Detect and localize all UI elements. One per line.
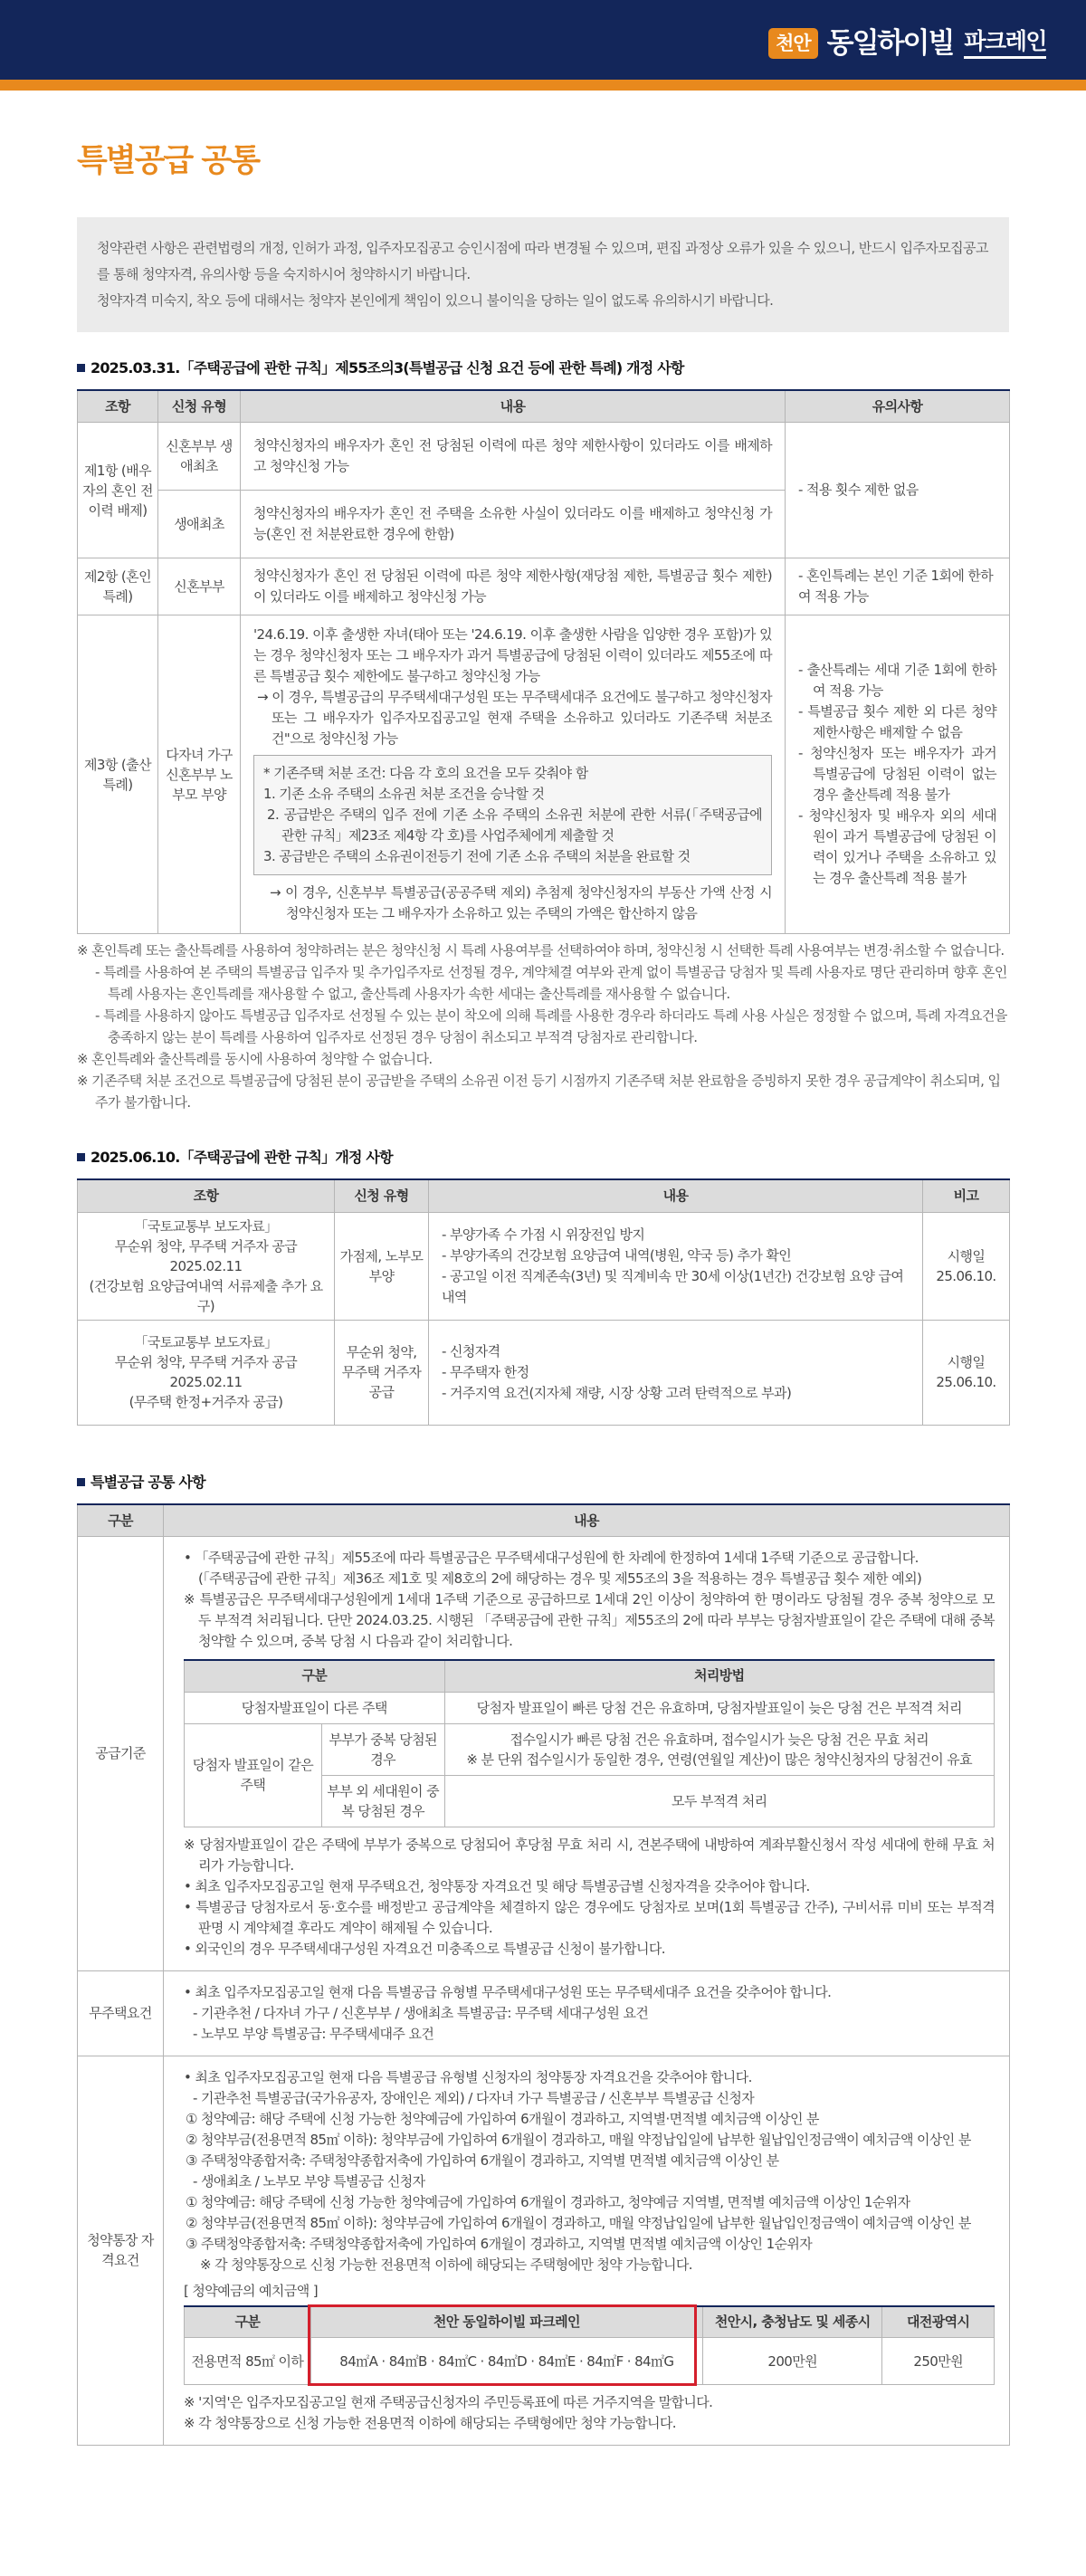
table-row xyxy=(78,423,1010,491)
table-cell: 청약신청자의 배우자가 혼인 전 당첨된 이력에 따른 청약 제한사항이 있더라도 이를 배제하고 청약신청 가능 xyxy=(241,423,786,491)
table-header: 신청 유형 xyxy=(158,390,241,423)
table-header: 처리방법 xyxy=(444,1660,994,1692)
criteria-item: 1. 기존 소유 주택의 소유권 처분 조건을 승낙할 것 xyxy=(263,786,545,803)
table-cell: 제2항 (혼인특례) xyxy=(78,558,158,615)
notice-line: 청약자격 미숙지, 착오 등에 대해서는 청약자 본인에게 책임이 있으니 불이익을 당하는 일이 없도록 유의하시기 바랍니다. xyxy=(97,292,774,309)
table-header: 구분 xyxy=(185,1660,445,1692)
table-cell: 시행일 25.06.10. xyxy=(923,1320,1010,1425)
table-cell: - 혼인특례는 본인 기준 1회에 한하여 적용 가능 xyxy=(786,558,1010,615)
table-header: 유의사항 xyxy=(786,390,1010,423)
deposit-table xyxy=(184,2305,995,2386)
table-header: 천안시, 충청남도 및 세종시 xyxy=(703,2306,882,2338)
caution-item: - 특별공급 횟수 제한 외 다른 청약 제한사항은 배제할 수 없음 xyxy=(798,703,996,741)
table-cell: 250만원 xyxy=(882,2338,995,2385)
caution-item: - 출산특례는 세대 기준 1회에 한하여 적용 가능 xyxy=(798,662,996,700)
criteria-title: * 기존주택 처분 조건: 다음 각 호의 요건을 모두 갖춰야 함 xyxy=(263,765,588,782)
table-cell: 당첨자 발표일이 같은 주택 xyxy=(185,1723,322,1827)
table-row xyxy=(78,1537,1010,1971)
table-cell: 제1항 (배우자의 혼인 전 이력 배제) xyxy=(78,423,158,558)
table-header: 구분 xyxy=(78,1504,164,1537)
square-bullet-icon xyxy=(77,1478,85,1486)
table-header: 조항 xyxy=(78,1179,335,1212)
table-cell: 제3항 (출산특례) xyxy=(78,615,158,934)
amendment-table-1 xyxy=(77,389,1010,935)
table-row xyxy=(185,1723,995,1775)
table-cell: 청약신청자의 배우자가 혼인 전 주택을 소유한 사실이 있더라도 이를 배제하고 청약신청 가능(혼인 전 처분완료한 경우에 한함) xyxy=(241,491,786,558)
note-line: ※ 혼인특례 또는 출산특례를 사용하여 청약하려는 분은 청약신청 시 특례 사용여부를 선택하여야 하며, 청약신청 시 선택한 특례 사용여부는 변경·취소할 수 없습니다. xyxy=(77,942,1005,959)
table-cell: 「국토교통부 보도자료」 무순위 청약, 무주택 거주자 공급 2025.02.11 (무주택 한정+거주자 공급) xyxy=(78,1320,335,1425)
table-cell: 접수일시가 빠른 당첨 건은 유효하며, 접수일시가 늦은 당첨 건은 무효 처리 ※ 분 단위 접수일시가 동일한 경우, 연령(연월일 계산)이 많은 청약신청자의 당첨건이 유효 xyxy=(444,1723,994,1775)
logo-sub-name: 파크레인 xyxy=(964,28,1046,59)
table-header: 천안 동일하이빌 파크레인 xyxy=(310,2306,702,2338)
table-cell: • 「주택공급에 관한 규칙」제55조에 따라 특별공급은 무주택세대구성원에 한 차례에 한정하여 1세대 1주택 기준으로 공급합니다. (「주택공급에 관한 규칙」제36조 제1호 및 제8호의 2에 해당하는 경우 및 제55조의 3을 적용하는 경우 특별공급 횟수 제한 예외) ※ 특별공급은 무주택세대구성원에게 1세대 1주택 기준으로 공급하므로 1세대 2인 이상이 청약하여 한 명이라도 당첨될 경우 중복 청약으로 모두 부적격 처리됩니다. 단만 2024.03.25. 시행된 「주택공급에 관한 규칙」제55조의 2에 따라 부부는 당첨자발표일이 같은 주택에 대해 중복 청약할 수 있으며, 중복 당첨 시 다음과 같이 처리합니다. 구분 처리방법 당첨자발표일이 다른 주택 당첨자 발표일이 빠른 당첨 건은 유효하며, 당첨자발표일이 늦은 당첨 건은 부적격 처리 당첨자 발표일이 같은 주택 부부가 중복 당첨된 경우 접수일시가 빠른 당첨 건은 유효하며, 접수일시가 늦은 당첨 건은 무효 처리 ※ 분 단위 접수일시가 동일한 경우, 연령(연월일 계산)이 많은 청약신청자의 당첨건이 유효 부부 외 세대원이 중복 당첨된 경우 모두 부적격 처리 ※ 당첨자발표일이 같은 주택에 부부가 중복으로 당첨되어 후당첨 무효 처리 시, 견본주택에 내방하여 계좌부활신청서 작성 세대에 한해 무효 처리가 가능합니다. • 최초 입주자모집공고일 현재 무주택요건, 청약통장 자격요건 및 해당 특별공급별 신청자격을 갖추어야 합니다. • 특별공급 당첨자로서 동·호수를 배정받고 공급계약을 체결하지 않은 경우에도 당첨자로 보며(1회 특별공급 간주), 구비서류 미비 또는 부적격 판명 시 계약체결 후라도 계약이 해제될 수 있습니다. • 외국인의 경우 무주택세대구성원 자격요건 미충족으로 특별공급 신청이 불가합니다. xyxy=(164,1537,1010,1971)
table-cell: - 부양가족 수 가점 시 위장전입 방지 - 부양가족의 건강보험 요양급여 내역(병원, 약국 등) 추가 확인 - 공고일 이전 직계존속(3년) 및 직계비속 만 30세 이상(1년간) 건강보험 요양 급여 내역 xyxy=(429,1212,923,1320)
table-cell: 당첨자 발표일이 빠른 당첨 건은 유효하며, 당첨자발표일이 늦은 당첨 건은 부적격 처리 xyxy=(444,1692,994,1723)
square-bullet-icon xyxy=(77,1153,85,1161)
section-title: 2025.06.10.「주택공급에 관한 규칙」개정 사항 xyxy=(77,1146,1009,1169)
note-line: ※ 기존주택 처분 조건으로 특별공급에 당첨된 분이 공급받을 주택의 소유권 이전 등기 시점까지 기존주택 처분 완료함을 증빙하지 못한 경우 공급계약이 취소되며, 입주가 불가합니다. xyxy=(77,1073,1001,1111)
table-cell: 가점제, 노부모 부양 xyxy=(335,1212,429,1320)
page-title: 특별공급 공통 xyxy=(77,143,260,179)
table-row xyxy=(78,2056,1010,2446)
table-cell: 부부 외 세대원이 중복 당첨된 경우 xyxy=(321,1775,444,1827)
header-accent-stripe xyxy=(0,80,1086,91)
section-title: 특별공급 공통 사항 xyxy=(77,1471,1009,1494)
table-cell: 전용면적 85㎡ 이하 xyxy=(185,2338,311,2385)
table-header: 내용 xyxy=(164,1504,1010,1537)
logo-brand-name: 동일하이빌 xyxy=(826,27,954,60)
table-cell: 시행일 25.06.10. xyxy=(923,1212,1010,1320)
table-row xyxy=(185,1692,995,1723)
table-row xyxy=(185,2338,995,2385)
table-cell: 모두 부적격 처리 xyxy=(444,1775,994,1827)
table-header: 내용 xyxy=(429,1179,923,1212)
table-cell: • 최초 입주자모집공고일 현재 다음 특별공급 유형별 신청자의 청약통장 자격요건을 갖추어야 합니다. - 기관추천 특별공급(국가유공자, 장애인은 제외) / 다자녀 가구 특별공급 / 신혼부부 특별공급 신청자 ① 청약예금: 해당 주택에 신청 가능한 청약예금에 가입하여 6개월이 경과하고, 지역별·면적별 예치금액 이상인 분 ② 청약부금(전용면적 85㎡ 이하): 청약부금에 가입하여 6개월이 경과하고, 매월 약정납입일에 납부한 월납입인정금액이 예치금액 이상인 분 ③ 주택청약종합저축: 주택청약종합저축에 가입하여 6개월이 경과하고, 지역별 면적별 예치금액 이상인 분 - 생애최초 / 노부모 부양 특별공급 신청자 ① 청약예금: 해당 주택에 신청 가능한 청약예금에 가입하여 6개월이 경과하고, 청약예금 지역별, 면적별 예치금액 이상인 1순위자 ② 청약부금(전용면적 85㎡ 이하): 청약부금에 가입하여 6개월이 경과하고, 매월 약정납입일에 납부한 월납입인정금액이 예치금액 이상인 분 ③ 주택청약종합저축: 주택청약종합저축에 가입하여 6개월이 경과하고, 지역별 면적별 예치금액 이상인 1순위자 ※ 각 청약통장으로 신청 가능한 전용면적 이하에 해당되는 주택형에만 청약 가능합니다. [ 청약예금의 예치금액 ] 구분 천안 동일하이빌 파크레인 천안시, 충청남도 및 세종시 대전광역시 전용면적 85㎡ 이하 84㎡A · 84㎡B · 84㎡C · 84㎡D · 84㎡E · 84㎡F · 84㎡G 200만원 250만원 ※ '지역'은 입주자모집공고일 현재 주택공급신청자의 주민등록표에 따른 거주지역을 말합니다. ※ 각 청약통장으로 신청 가능한 전용면적 이하에 해당되는 주택형에만 청약 가능합니다. xyxy=(164,2056,1010,2446)
table-cell: 신혼부부 생애최초 xyxy=(158,423,241,491)
amendment-table-2 xyxy=(77,1178,1010,1426)
top-header xyxy=(0,0,1086,91)
table-cell: 당첨자발표일이 다른 주택 xyxy=(185,1692,445,1723)
table-cell xyxy=(241,615,786,934)
table-cell: - 적용 횟수 제한 없음 xyxy=(786,423,1010,558)
content-paragraph: → 이 경우, 신혼부부 특별공급(공공주택 제외) 추첨제 청약신청자의 부동산 가액 산정 시 청약신청자 또는 그 배우자가 소유하고 있는 주택의 가액은 합산하지 않음 xyxy=(270,884,772,922)
caution-item: - 청약신청자 및 배우자 외의 세대원이 과거 특별공급에 당첨된 이력이 있거나 주택을 소유하고 있는 경우 출산특례 적용 불가 xyxy=(798,807,996,887)
table-row xyxy=(78,558,1010,615)
table-header: 대전광역시 xyxy=(882,2306,995,2338)
content-paragraph: '24.6.19. 이후 출생한 자녀(태아 또는 '24.6.19. 이후 출생한 사람을 입양한 경우 포함)가 있는 경우 청약신청자 또는 그 배우자가 과거 특별공급에 당첨된 이력이 있더라도 제55조에 따른 특별공급 횟수 제한에도 불구하고 청약신청 가능 xyxy=(253,626,772,685)
main-content xyxy=(0,134,1086,2446)
criteria-box xyxy=(253,755,772,875)
notice-box xyxy=(77,217,1009,332)
section-title: 2025.03.31.「주택공급에 관한 규칙」제55조의3(특별공급 신청 요건 등에 관한 특례) 개정 사항 xyxy=(77,357,1009,380)
table-cell: 200만원 xyxy=(703,2338,882,2385)
note-line: - 특례를 사용하지 않아도 특별공급 입주자로 선정될 수 있는 분이 착오에 의해 특례를 사용한 경우라 하더라도 특례 사용 사실은 정정할 수 없으며, 특례 자격요건을 충족하지 않는 분이 특례를 사용하여 입주자로 선정된 경우 당첨이 취소되고 부적격 당첨자로 관리합니다. xyxy=(95,1007,1007,1046)
table-cell: 청약통장 자격요건 xyxy=(78,2056,164,2446)
duplicate-handling-table xyxy=(184,1659,995,1827)
table-cell: 다자녀 가구 신혼부부 노부모 부양 xyxy=(158,615,241,934)
table-cell: 무주택요건 xyxy=(78,1970,164,2056)
section1-notes xyxy=(77,940,1009,1113)
brand-logo[interactable] xyxy=(768,25,1046,62)
deposit-table-wrap xyxy=(184,2305,995,2386)
criteria-item: 3. 공급받은 주택의 소유권이전등기 전에 기존 소유 주택의 처분을 완료할 것 xyxy=(263,848,691,865)
table-cell: 신혼부부 xyxy=(158,558,241,615)
table-cell: 84㎡A · 84㎡B · 84㎡C · 84㎡D · 84㎡E · 84㎡F · 84㎡G xyxy=(310,2338,702,2385)
table-header: 비고 xyxy=(923,1179,1010,1212)
table-cell: 무순위 청약, 무주택 거주자 공급 xyxy=(335,1320,429,1425)
table-header: 구분 xyxy=(185,2306,311,2338)
table-row xyxy=(78,1212,1010,1320)
table-cell: 공급기준 xyxy=(78,1537,164,1971)
table-cell: • 최초 입주자모집공고일 현재 다음 특별공급 유형별 무주택세대구성원 또는 무주택세대주 요건을 갖추어야 합니다. - 기관추천 / 다자녀 가구 / 신혼부부 / 생애최초 특별공급: 무주택 세대구성원 요건 - 노부모 부양 특별공급: 무주택세대주 요건 xyxy=(164,1970,1010,2056)
deposit-title: [ 청약예금의 예치금액 ] xyxy=(184,2282,319,2299)
table-cell: 부부가 중복 당첨된 경우 xyxy=(321,1723,444,1775)
table-cell: 청약신청자가 혼인 전 당첨된 이력에 따른 청약 제한사항(재당첨 제한, 특별공급 횟수 제한)이 있더라도 이를 배제하고 청약신청 가능 xyxy=(241,558,786,615)
notice-line: 청약관련 사항은 관련법령의 개정, 인허가 과정, 입주자모집공고 승인시점에 따라 변경될 수 있으며, 편집 과정상 오류가 있을 수 있으니, 반드시 입주자모집공고를 통해 청약자격, 유의사항 등을 숙지하시어 청약하시기 바랍니다. xyxy=(97,240,988,282)
note-line: ※ 혼인특례와 출산특례를 동시에 사용하여 청약할 수 없습니다. xyxy=(77,1051,433,1068)
logo-city-badge: 천안 xyxy=(768,28,818,59)
caution-item: - 청약신청자 또는 배우자가 과거 특별공급에 당첨된 이력이 없는 경우 출산특례 적용 불가 xyxy=(798,745,996,804)
table-row xyxy=(78,615,1010,934)
content-paragraph: → 이 경우, 특별공급의 무주택세대구성원 또는 무주택세대주 요건에도 불구하고 청약신청자 또는 그 배우자가 입주자모집공고일 현재 주택을 소유하고 있더라도 기존주택 처분조건"으로 청약신청 가능 xyxy=(257,689,772,748)
table-row xyxy=(78,1970,1010,2056)
table-cell xyxy=(786,615,1010,934)
criteria-item: 2. 공급받은 주택의 입주 전에 기존 소유 주택의 소유권 처분에 관한 서류(「주택공급에 관한 규칙」제23조 제4항 각 호)를 사업주체에게 제출할 것 xyxy=(267,806,762,844)
table-cell: 생애최초 xyxy=(158,491,241,558)
table-header: 조항 xyxy=(78,390,158,423)
note-line: - 특례를 사용하여 본 주택의 특별공급 입주자 및 추가입주자로 선정될 경우, 계약체결 여부와 관계 없이 특별공급 당첨자 및 특례 사용자로 명단 관리하며 향후 혼인특례 사용자는 혼인특례를 재사용할 수 없고, 출산특례 사용자가 속한 세대는 출산특례를 재사용할 수 없습니다. xyxy=(95,964,1007,1003)
table-cell: - 신청자격 - 무주택자 한정 - 거주지역 요건(지자체 재량, 시장 상황 고려 탄력적으로 부과) xyxy=(429,1320,923,1425)
common-rules-table xyxy=(77,1503,1010,2447)
table-header: 신청 유형 xyxy=(335,1179,429,1212)
table-header: 내용 xyxy=(241,390,786,423)
table-row xyxy=(78,1320,1010,1425)
table-cell: 「국토교통부 보도자료」 무순위 청약, 무주택 거주자 공급 2025.02.11 (건강보험 요양급여내역 서류제출 추가 요구) xyxy=(78,1212,335,1320)
square-bullet-icon xyxy=(77,364,85,372)
